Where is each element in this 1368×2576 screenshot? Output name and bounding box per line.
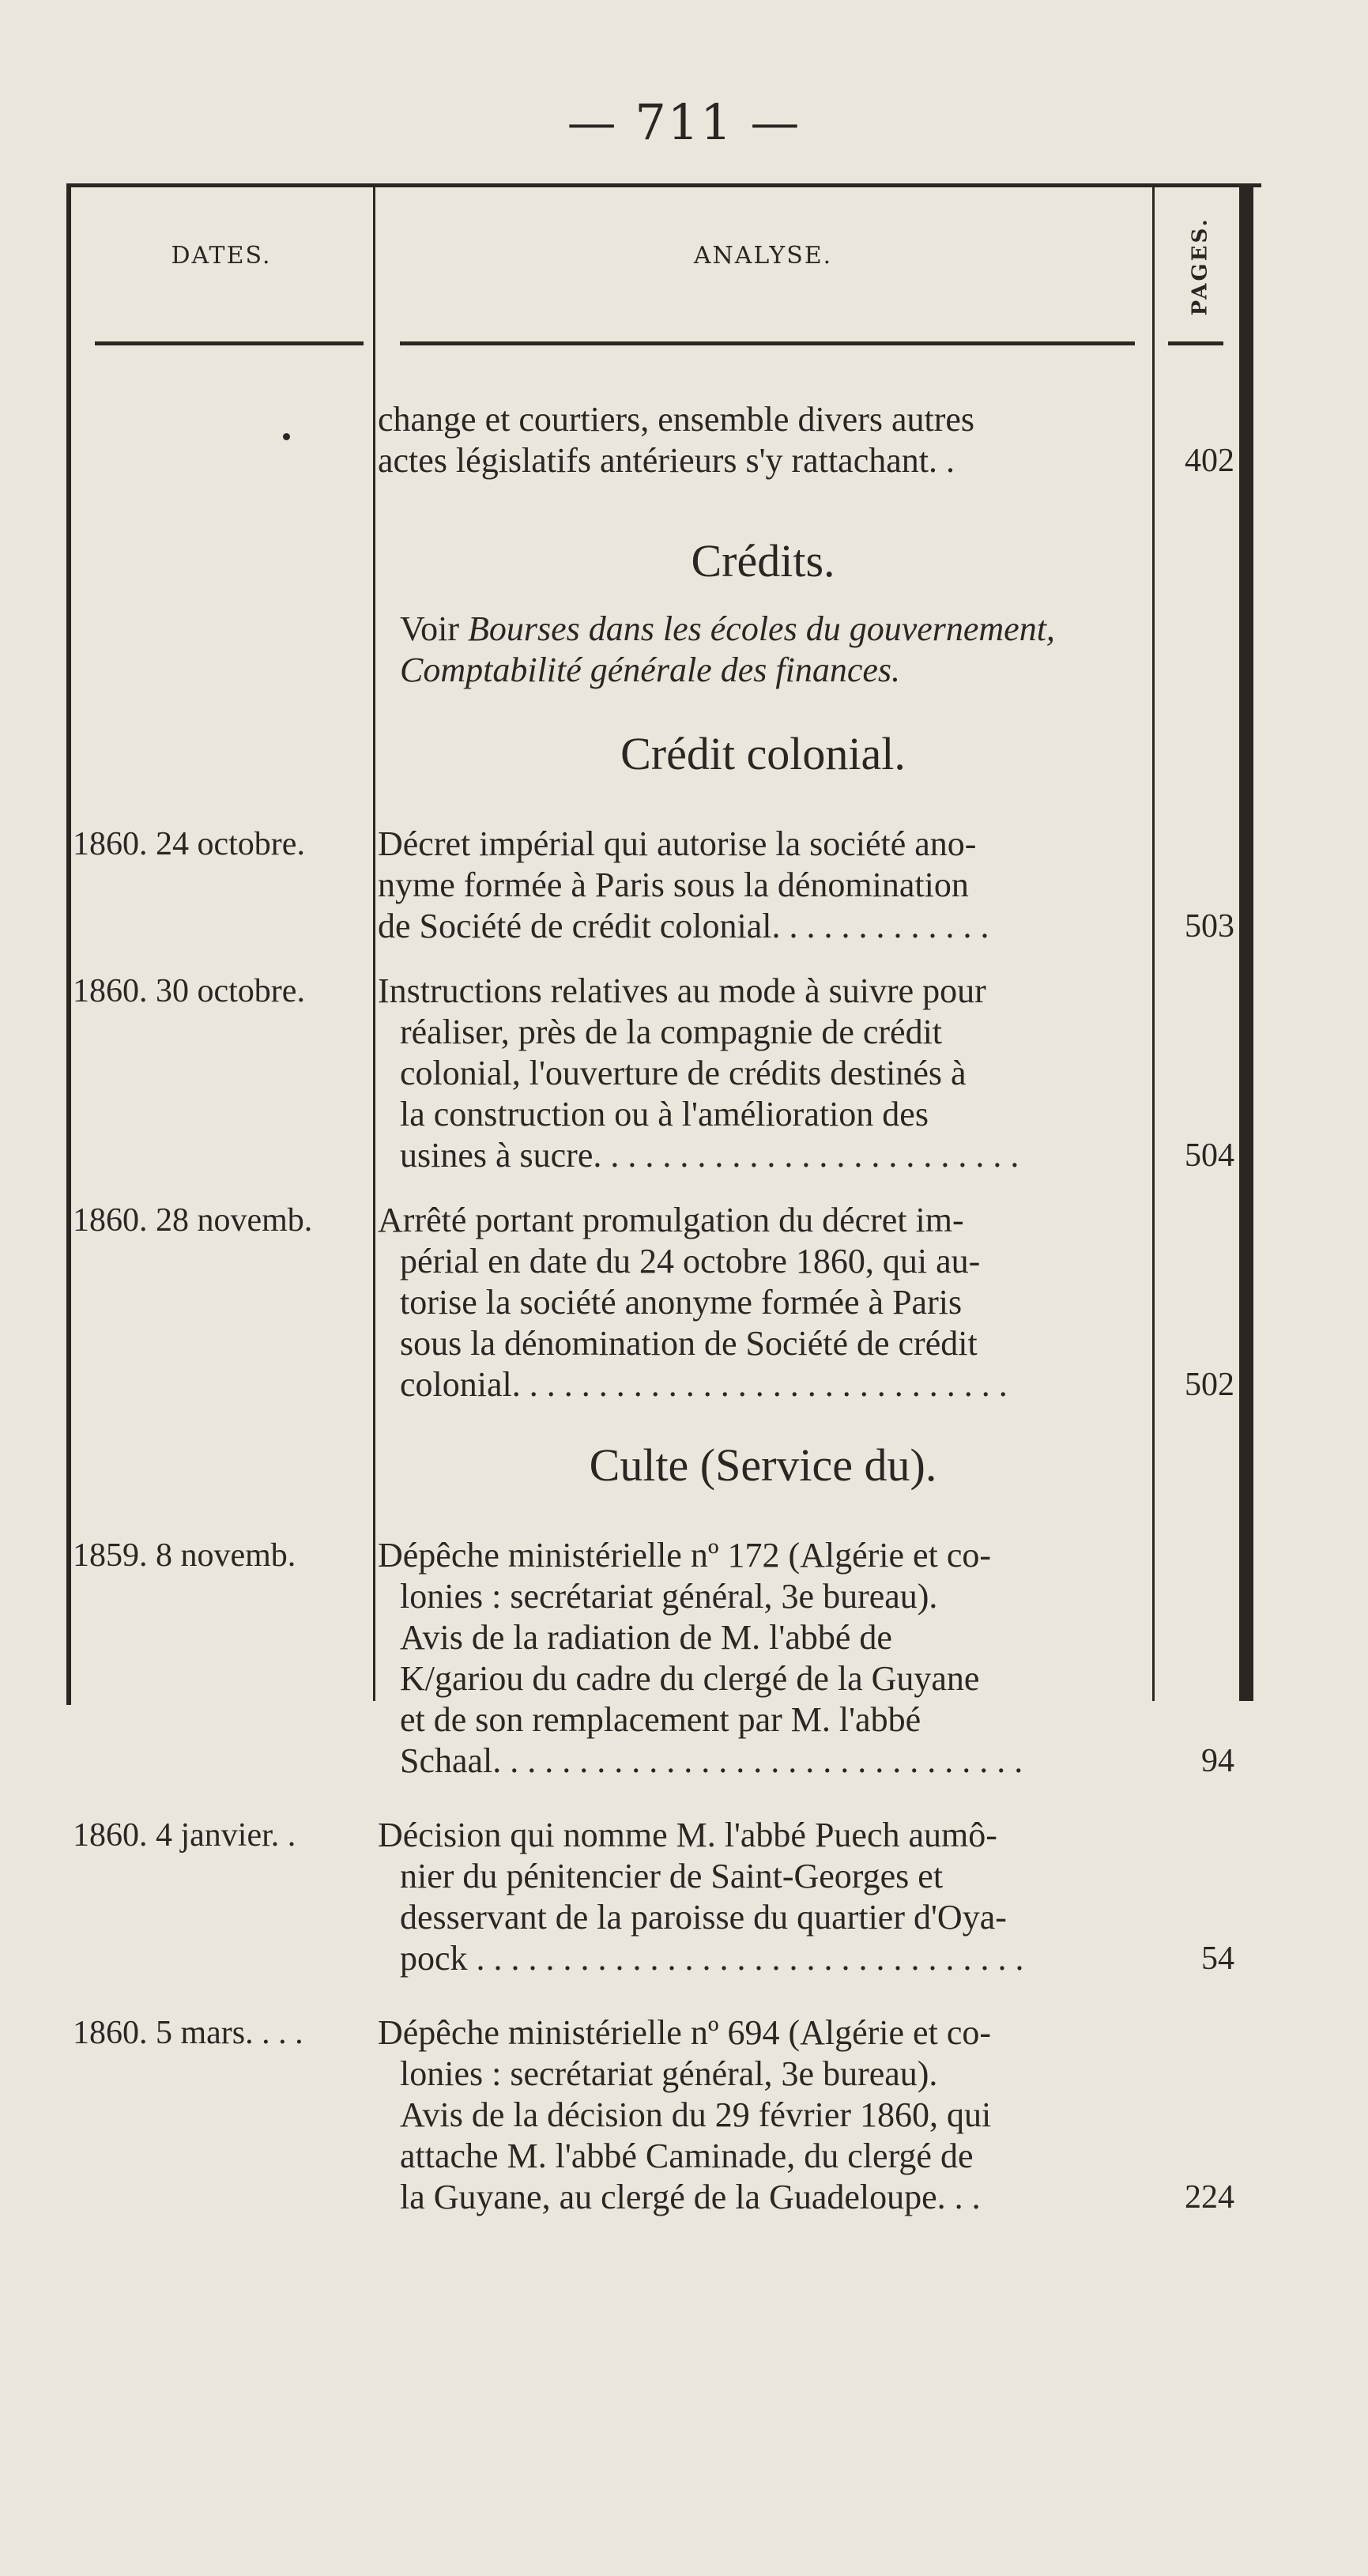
text-line: Décret impérial qui autorise la société ano- <box>378 824 977 863</box>
header-rule-analyse <box>400 341 1135 345</box>
text-line: Avis de la radiation de M. l'abbé de <box>400 1618 892 1657</box>
text-line: Schaal. . . . . . . . . . . . . . . . . . . . . . . . . . . . . . . <box>400 1741 1023 1780</box>
header-pages-label: PAGES. <box>1188 217 1212 316</box>
text-line: la Guyane, au clergé de la Guadeloupe. . . <box>400 2178 981 2216</box>
text-line: actes législatifs antérieurs s'y rattachant. . <box>378 441 955 480</box>
text-line: la construction ou à l'amélioration des <box>400 1095 929 1133</box>
header-pages <box>1176 207 1223 326</box>
entry-text <box>378 1815 1148 1979</box>
header-dates: DATES. <box>171 242 272 270</box>
text-line: torise la société anonyme formée à Paris <box>400 1283 963 1322</box>
header-rule-pages <box>1168 341 1223 345</box>
page-reference: 502 <box>1185 1367 1234 1403</box>
text-line: lonies : secrétariat général, 3e bureau). <box>400 2054 938 2093</box>
text-line: et de son remplacement par M. l'abbé <box>400 1700 921 1739</box>
credits-reference <box>378 609 1148 691</box>
bullet-mark <box>283 433 290 440</box>
text-line: sous la dénomination de Société de crédit <box>400 1324 978 1363</box>
page-reference: 54 <box>1201 1940 1234 1977</box>
entry-text <box>378 2012 1148 2218</box>
text-line: Instructions relatives au mode à suivre pour <box>378 971 986 1010</box>
section-title-credit-colonial: Crédit colonial. <box>620 728 906 779</box>
text-line: Avis de la décision du 29 février 1860, qui <box>400 2095 992 2134</box>
reference-italic: Bourses dans les écoles du gouvernement, <box>467 609 1055 648</box>
reference-italic: Comptabilité générale des finances. <box>400 651 900 689</box>
entry-text <box>378 1535 1148 1782</box>
page-reference: 402 <box>1185 443 1234 479</box>
text-line: nyme formée à Paris sous la dénomination <box>378 866 969 904</box>
page-reference: 503 <box>1185 908 1234 945</box>
text-line: pock . . . . . . . . . . . . . . . . . . . . . . . . . . . . . . . . <box>400 1939 1024 1978</box>
text-line: change et courtiers, ensemble divers autres <box>378 400 975 439</box>
text-line: colonial. . . . . . . . . . . . . . . . . . . . . . . . . . . . . <box>400 1365 1008 1404</box>
text-line: périal en date du 24 octobre 1860, qui au- <box>400 1242 981 1280</box>
text-line: usines à sucre. . . . . . . . . . . . . . . . . . . . . . . . . <box>400 1136 1019 1175</box>
text-line: de Société de crédit colonial. . . . . . . . . . . . . <box>378 907 989 945</box>
text-line: desservant de la paroisse du quartier d'Oya- <box>400 1898 1007 1937</box>
text-line: colonial, l'ouverture de crédits destinés à <box>400 1054 967 1092</box>
text-line: attache M. l'abbé Caminade, du clergé de <box>400 2137 974 2175</box>
text-line: lonies : secrétariat général, 3e bureau). <box>400 1577 938 1616</box>
voir-label: Voir <box>400 609 459 648</box>
section-title-culte: Culte (Service du). <box>589 1439 937 1491</box>
text-line: Dépêche ministérielle nº 694 (Algérie et co- <box>378 2013 991 2052</box>
text-line: nier du pénitencier de Saint-Georges et <box>400 1857 944 1895</box>
page-reference: 224 <box>1185 2179 1234 2216</box>
page-reference: 504 <box>1185 1137 1234 1174</box>
text-line: Dépêche ministérielle nº 172 (Algérie et co- <box>378 1536 991 1575</box>
entry-date: 1859. 8 novemb. <box>73 1537 296 1574</box>
entry-text <box>378 971 1148 1176</box>
text-line: Décision qui nomme M. l'abbé Puech aumô- <box>378 1816 997 1854</box>
continuation-text <box>378 399 1148 481</box>
entry-text <box>378 1200 1148 1405</box>
reference-line <box>378 609 1148 650</box>
text-line: réaliser, près de la compagnie de crédit <box>400 1013 943 1051</box>
dates-column-rule <box>373 183 375 1701</box>
right-border-bar <box>1239 183 1253 1701</box>
entry-date: 1860. 24 octobre. <box>73 826 305 862</box>
entry-date: 1860. 30 octobre. <box>73 973 305 1009</box>
header-rule-dates <box>95 341 364 345</box>
header-analyse: ANALYSE. <box>693 242 833 270</box>
section-title-credits: Crédits. <box>691 535 835 586</box>
pages-column-rule <box>1152 183 1155 1701</box>
text-line: Arrêté portant promulgation du décret im- <box>378 1201 964 1239</box>
entry-date: 1860. 5 mars. . . . <box>73 2015 303 2051</box>
page-reference: 94 <box>1201 1743 1234 1779</box>
entry-date: 1860. 4 janvier. . <box>73 1817 296 1854</box>
text-line: K/gariou du cadre du clergé de la Guyane <box>400 1659 980 1698</box>
entry-date: 1860. 28 novemb. <box>73 1202 313 1239</box>
page-number: — 711 — <box>567 93 801 151</box>
entry-text <box>378 824 1148 947</box>
